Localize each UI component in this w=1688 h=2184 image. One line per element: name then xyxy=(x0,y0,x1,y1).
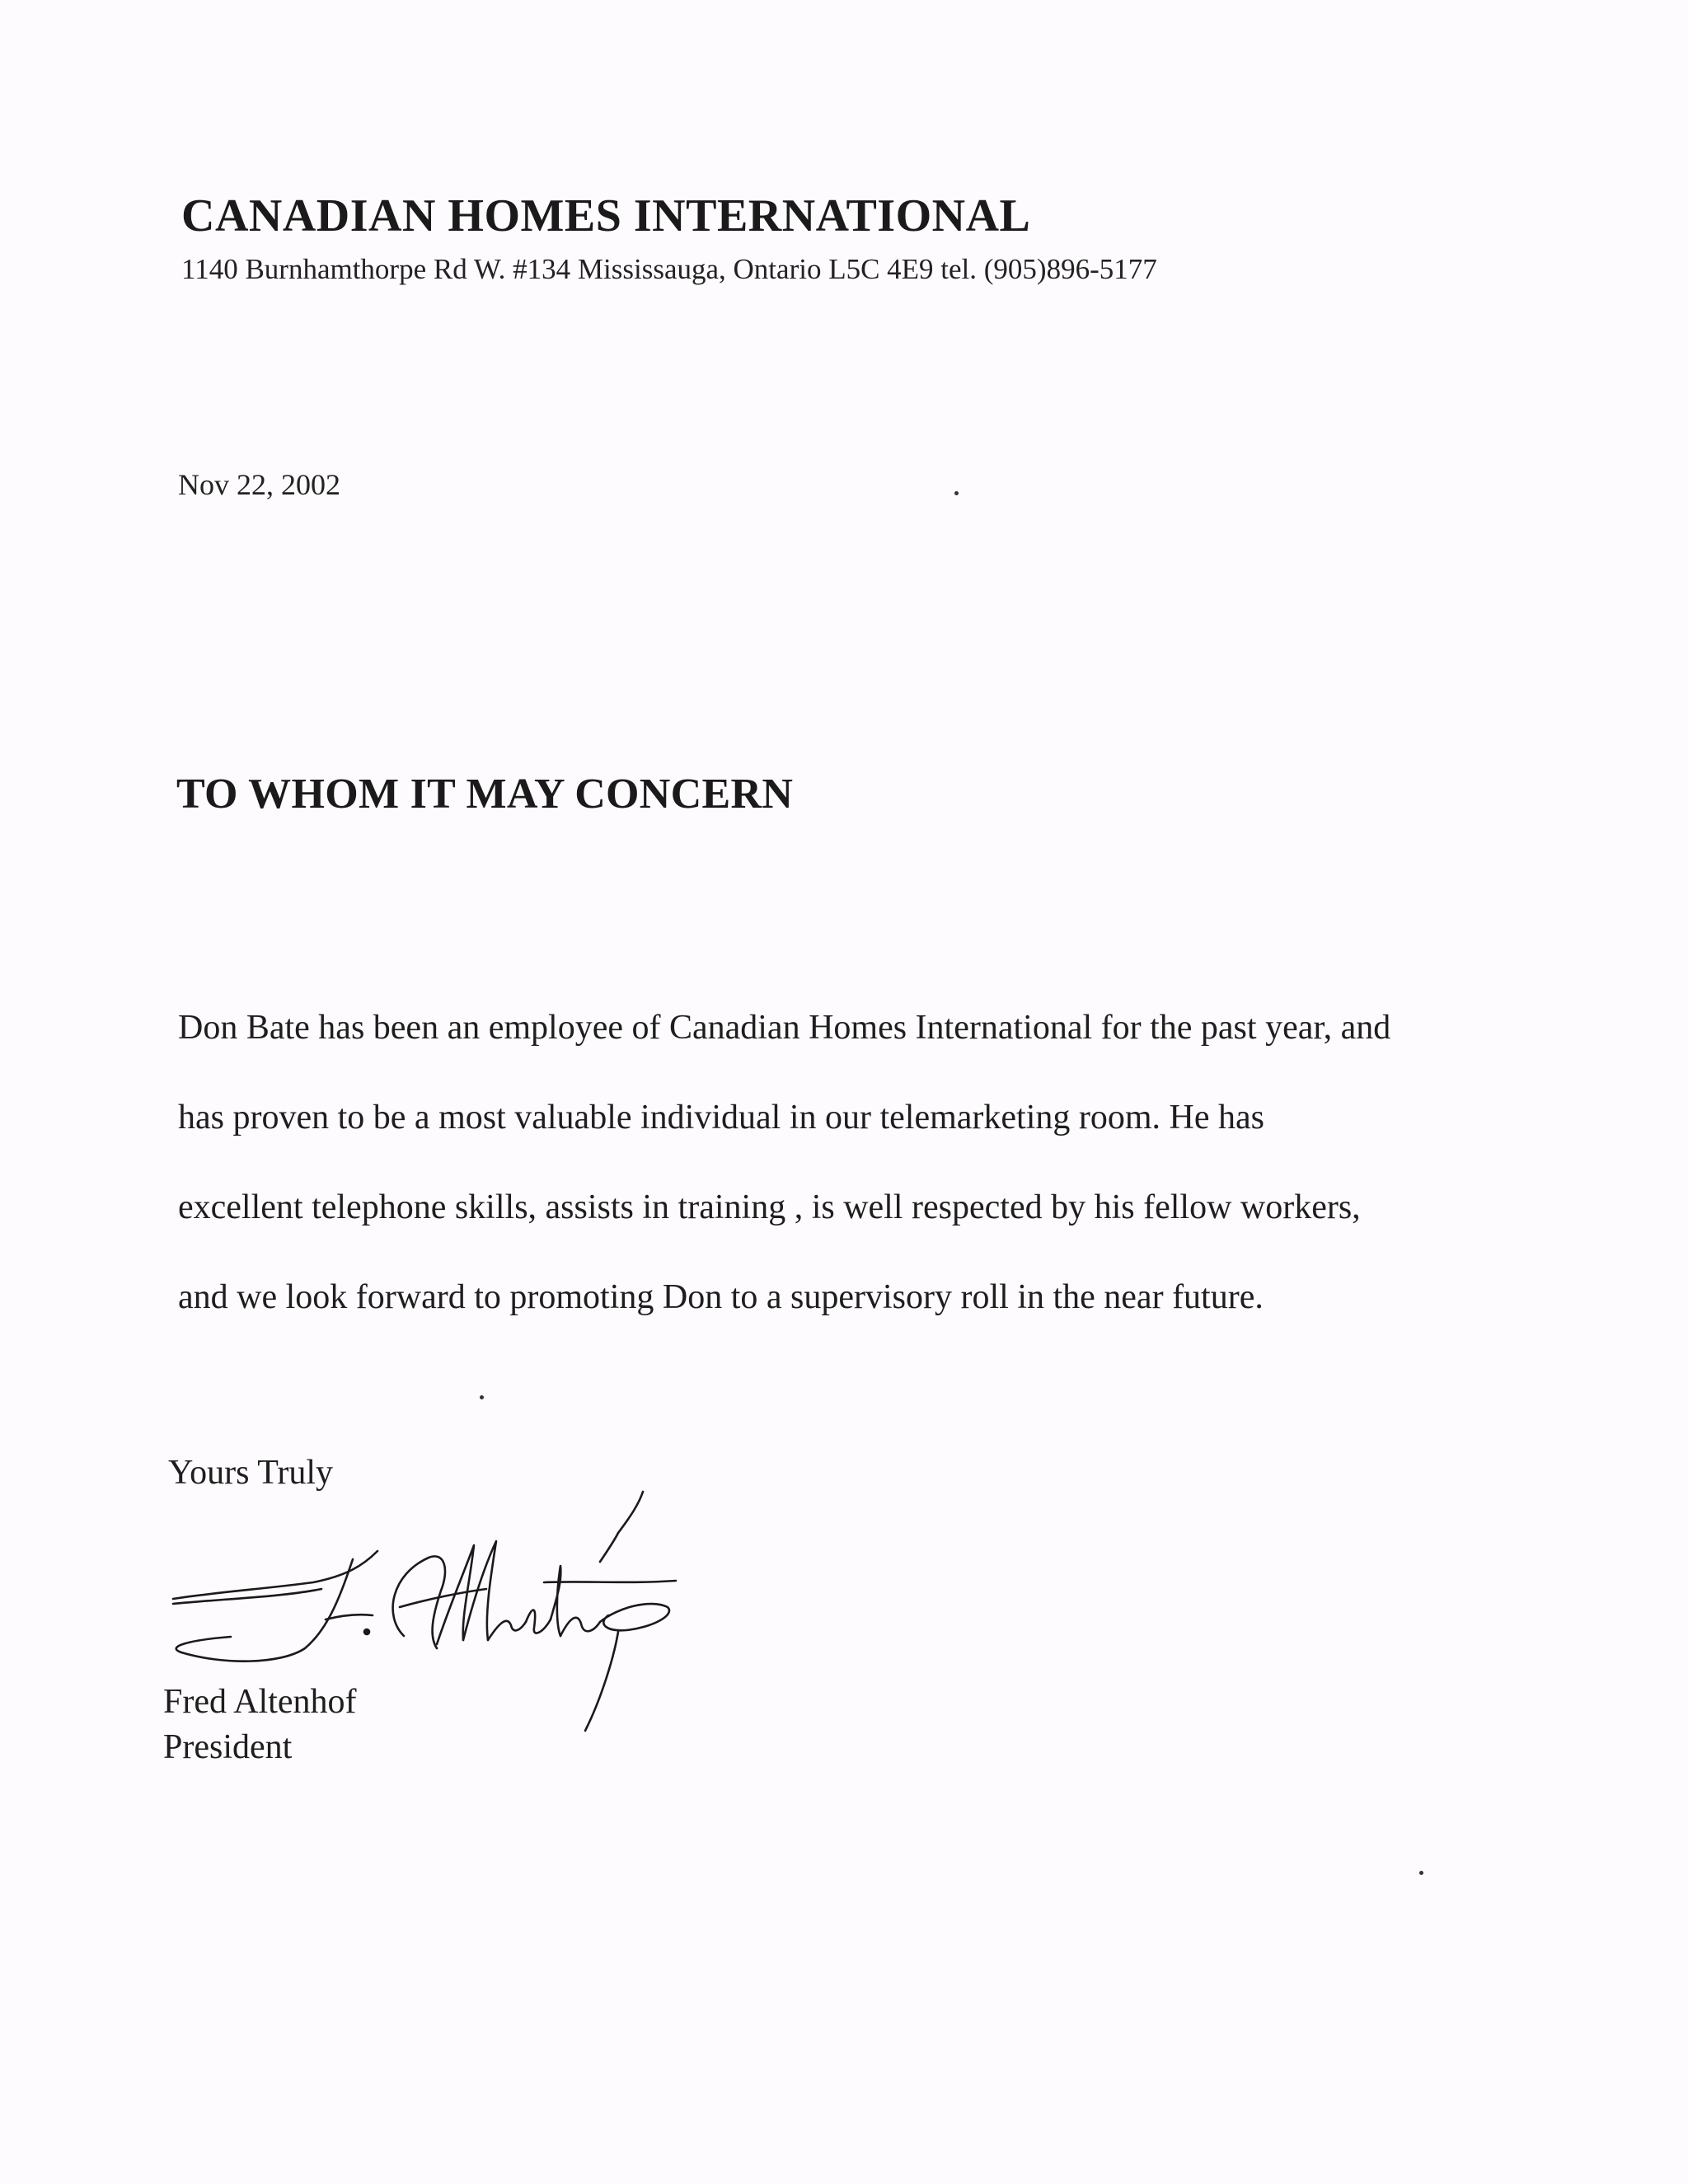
signer-title: President xyxy=(163,1727,293,1766)
company-name: CANADIAN HOMES INTERNATIONAL xyxy=(181,190,1031,241)
scan-speck xyxy=(954,491,959,495)
company-address: 1140 Burnhamthorpe Rd W. #134 Mississauga, Ontario L5C 4E9 tel. (905)896-5177 xyxy=(181,252,1157,285)
body-line: and we look forward to promoting Don to a supervisory roll in the near future. xyxy=(178,1278,1264,1316)
letter-date: Nov 22, 2002 xyxy=(178,468,340,501)
body-line: excellent telephone skills, assists in training , is well respected by his fellow workers, xyxy=(178,1188,1361,1226)
salutation: TO WHOM IT MAY CONCERN xyxy=(176,771,794,818)
closing: Yours Truly xyxy=(168,1454,334,1492)
signer-name: Fred Altenhof xyxy=(163,1683,357,1721)
body-line: has proven to be a most valuable individual in our telemarketing room. He has xyxy=(178,1099,1264,1137)
scan-speck xyxy=(1419,1871,1423,1875)
letterhead xyxy=(181,191,1157,287)
signer-block xyxy=(163,1680,356,1769)
scan-speck xyxy=(480,1395,484,1399)
body-line: Don Bate has been an employee of Canadian Homes International for the past year, and xyxy=(178,1009,1391,1047)
